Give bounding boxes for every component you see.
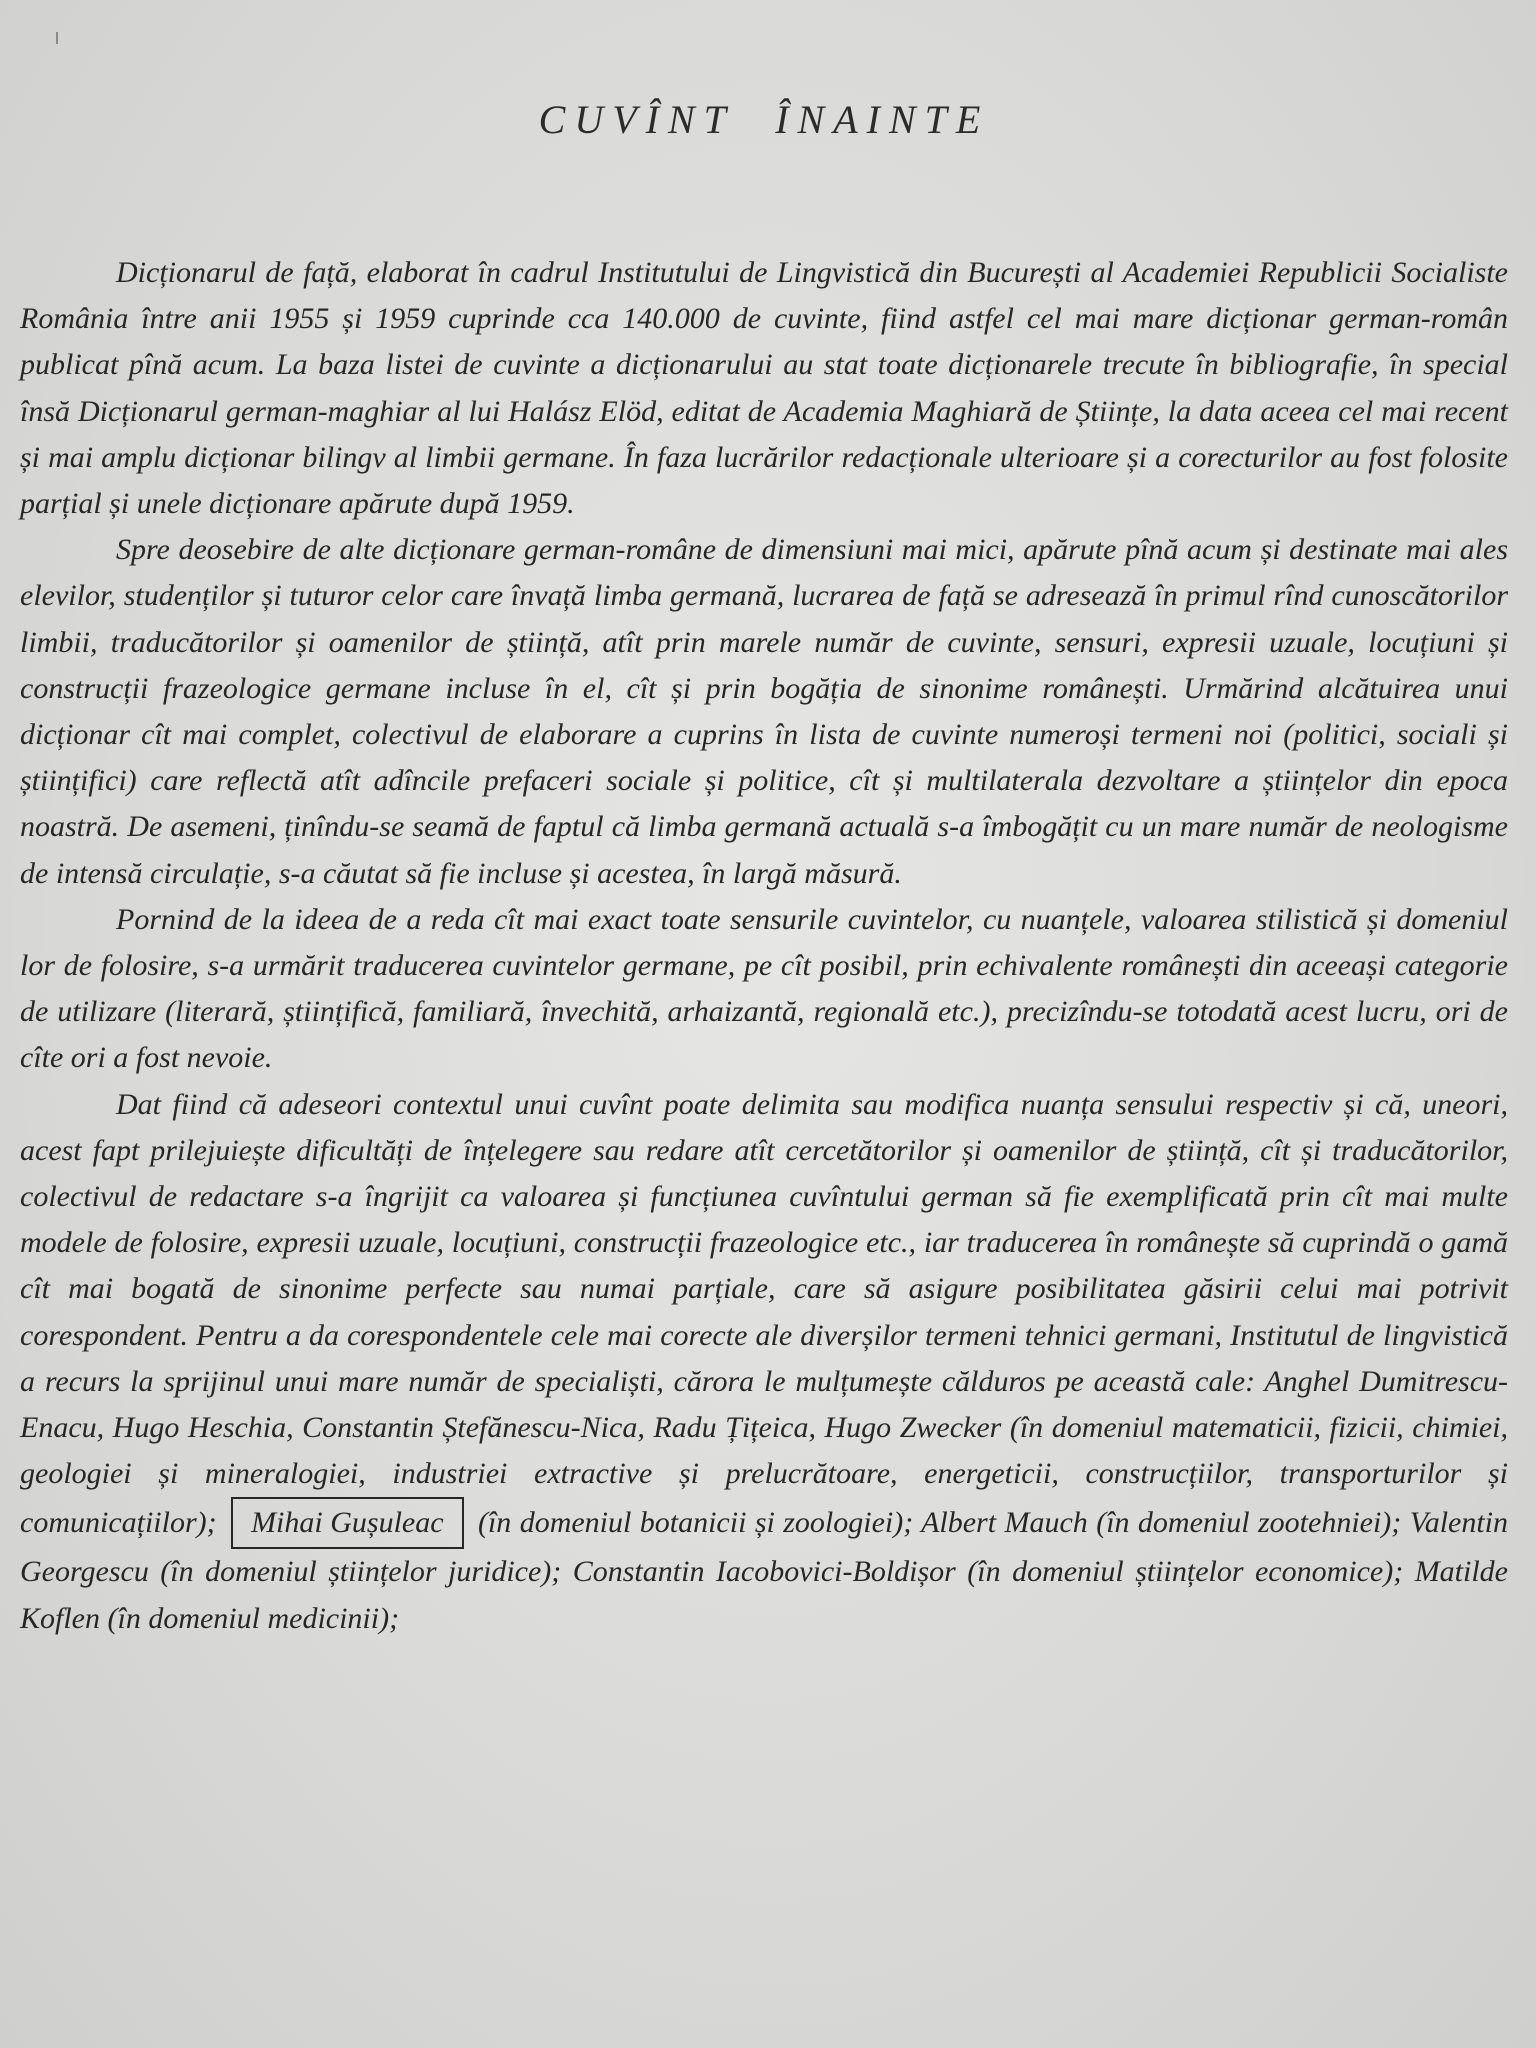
paragraph-2: Spre deosebire de alte dicționare german-române de dimensiuni mai mici, apărute pînă acum și destinate mai ales elevilor, studenților și tuturor celor care învață limba germană, lucrarea de față se adresează în primul rînd cunoscătorilor limbii, traducătorilor și oamenilor de știință, atît prin marele număr de cuvinte, sensuri, expresii uzuale, locuțiuni și construcții frazeologice germane incluse în el, cît și prin bogăția de sinonime românești. Urmărind alcătuirea unui dicționar cît mai complet, colectivul de elaborare a cuprins în lista de cuvinte numeroși termeni noi (politici, sociali și științifici) care reflectă atît adîncile prefaceri sociale și politice, cît și multilaterala dezvoltare a științelor din epoca noastră. De asemeni, ținîndu-se seamă de faptul că limba germană actuală s-a îmbogățit cu un mare număr de neologisme de intensă circulație, s-a căutat să fie incluse și acestea, în largă măsură. — [20, 533, 1508, 890]
document-page — [20, 0, 1508, 2048]
paragraph-3: Pornind de la ideea de a reda cît mai exact toate sensurile cuvintelor, cu nuanțele, valoarea stilistică și domeniul lor de folosire, s-a urmărit traducerea cuvintelor germane, pe cît posibil, prin echivalente românești din aceeași categorie de utilizare (literară, științifică, familiară, învechită, arhaizantă, regională etc.), precizîndu-se totodată acest lucru, ori de cîte ori a fost nevoie. — [20, 902, 1508, 1075]
paragraph-4 — [20, 1082, 1508, 1642]
body-text — [20, 250, 1508, 1642]
paragraph-1: Dicționarul de față, elaborat în cadrul Institutului de Lingvistică din București al Academiei Republicii Socialiste România între anii 1955 și 1959 cuprinde cca 140.000 de cuvinte, fiind astfel cel mai mare dicționar german-român publicat pînă acum. La baza listei de cuvinte a dicționarului au stat toate dicționarele trecute în bibliografie, în special însă Dicționarul german-maghiar al lui Halász Elöd, editat de Academia Maghiară de Științe, la data aceea cel mai recent și mai amplu dicționar bilingv al limbii germane. În faza lucrărilor redacționale ulterioare și a corecturilor au fost folosite parțial și unele dicționare apărute după 1959. — [20, 256, 1508, 521]
paragraph-4-start: Dat fiind că adeseori contextul unui cuvînt poate delimita sau modifica nuanța sensului respectiv și că, uneori, acest fapt prilejuiește dificultăți de înțelegere sau redare atît cercetătorilor și oamenilor de știință, cît și traducătorilor, colectivul de redactare s-a îngrijit ca valoarea și funcțiunea cuvîntului german să fie exemplificată prin cît mai multe modele de folosire, expresii uzuale, locuțiuni, construcții frazeologice etc., iar traducerea în românește să cuprindă o gamă cît mai bogată de sinonime perfecte sau numai parțiale, care să asigure posibilitatea găsirii celui mai potrivit corespondent. Pentru a da corespondentele cele mai corecte ale diverșilor termeni tehnici germani, Institutul de lingvistică a recurs la sprijinul unui mare număr de specialiști, cărora le mulțumește călduros pe această cale: Anghel Dumitrescu-Enacu, Hugo Heschia, Constantin Ștefănescu-Nica, Radu Țițeica, Hugo Zwecker (în domeniul matematicii, fizicii, chimiei, geologiei și mineralogiei, industriei extractive și prelucrătoare, energeticii, construcțiilor, transporturilor și comunicațiilor); — [20, 1087, 1508, 1540]
paragraph-4-end: (în domeniul botanicii și zoologiei); Albert Mauch (în domeniul zootehniei); Valentin Georgescu (în domeniul științelor juridice); Constantin Iacobovici-Boldișor (în domeniul științelor economice); Matilde Koflen (în domeniul medicinii); — [20, 1506, 1509, 1635]
page-mark — [56, 32, 58, 44]
boxed-name: Mihai Gușuleac — [231, 1497, 463, 1549]
page-title: CUVÎNT ÎNAINTE — [538, 97, 990, 142]
